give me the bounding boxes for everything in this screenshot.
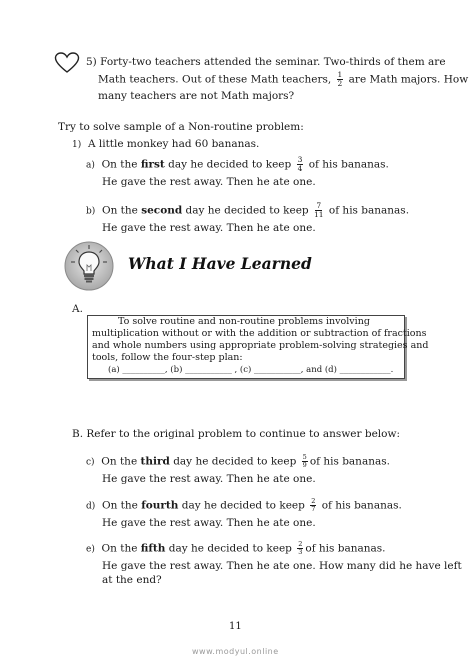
box-line-3: and whole numbers using appropriate problem-solving strategies and xyxy=(92,340,429,351)
item-a-line-1: a) On the first day he decided to keep $\frac{3}{4}$ of his bananas. xyxy=(86,155,389,173)
footer-watermark: www.modyul.online xyxy=(192,647,279,656)
part-a-label: A. xyxy=(72,303,83,315)
q5-line-1: 5) Forty-two teachers attended the seminar. Two-thirds of them are xyxy=(86,56,446,68)
page-number: 11 xyxy=(229,621,242,632)
item-d-line-2: He gave the rest away. Then he ate one. xyxy=(102,517,316,529)
item-d-line-1: d) On the fourth day he decided to keep $\frac{2}{7}$ of his bananas. xyxy=(86,497,402,513)
item-e-line-1: e) On the fifth day he decided to keep $\frac{2}{3}$ of his bananas. xyxy=(86,540,386,556)
box-line-4: tools, follow the four-step plan: xyxy=(92,352,243,363)
four-step-plan-box xyxy=(87,315,429,379)
box-line-2: multiplication without or with the addition or subtraction of fractions xyxy=(92,328,427,339)
section-title: What I Have Learned xyxy=(128,254,312,273)
box-line-5: (a) __________, (b) ___________ , (c) ___________, and (d) ____________. xyxy=(108,365,394,375)
box-line-1: To solve routine and non-routine problems involving xyxy=(118,316,370,327)
item-b-line-1: b) On the second day he decided to keep $\frac{7}{11}$ of his bananas. xyxy=(86,201,410,219)
item-c-line-2: He gave the rest away. Then he ate one. xyxy=(102,473,316,485)
item-a-line-2: He gave the rest away. Then he ate one. xyxy=(102,176,316,188)
item-e-line-3: at the end? xyxy=(102,574,162,586)
item-e-line-2: He gave the rest away. Then he ate one. How many did he have left xyxy=(102,560,462,572)
part-b-instruction: B. Refer to the original problem to continue to answer below: xyxy=(72,428,401,440)
q5-line-2: Math teachers. Out of these Math teachers, $\frac{1}{2}$ are Math majors. How xyxy=(98,70,469,88)
lightbulb-icon xyxy=(63,240,115,292)
item-c-line-1: c) On the third day he decided to keep $\frac{5}{9}$ of his bananas. xyxy=(86,453,390,469)
heart-icon xyxy=(54,52,80,74)
intro-text: Try to solve sample of a Non-routine problem: xyxy=(58,121,304,133)
item-b-line-2: He gave the rest away. Then he ate one. xyxy=(102,222,316,234)
q5-line-3: many teachers are not Math majors? xyxy=(98,90,295,102)
problem-statement: 1) A little monkey had 60 bananas. xyxy=(72,138,260,150)
